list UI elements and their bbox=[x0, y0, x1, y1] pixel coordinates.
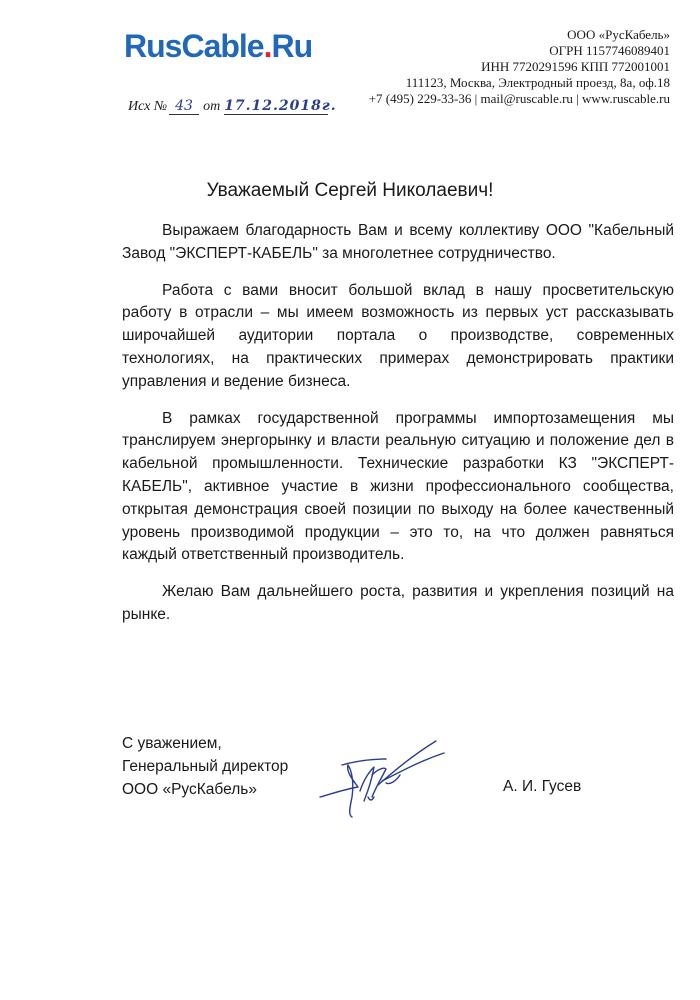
paragraph-gratitude: Выражаем благодарность Вам и всему коллективу ООО "Кабельный Завод "ЭКСПЕРТ-КАБЕЛЬ" за многолетнее сотрудничество. bbox=[122, 222, 674, 262]
closing-position: Генеральный директор bbox=[122, 757, 289, 775]
outgoing-prefix: Исх № bbox=[128, 99, 168, 114]
outgoing-date-prefix: от bbox=[203, 99, 221, 114]
greeting: Уважаемый Сергей Николаевич! bbox=[206, 180, 494, 201]
closing-company: ООО «РусКабель» bbox=[122, 780, 257, 798]
closing-regards: С уважением, bbox=[122, 735, 222, 752]
company-address: 111123, Москва, Электродный проезд, 8а, оф.18 bbox=[405, 75, 670, 90]
paragraph-work: Работа с вами вносит большой вклад в нашу просветительскую работу в отрасли – мы имеем возможность из первых уст рассказывать широчайшей аудитории портала о производстве, современных технологиях, на практических примерах демонстрировать практики управления и ведение бизнеса. bbox=[122, 281, 674, 390]
company-name: ООО «РусКабель» bbox=[567, 27, 670, 42]
outgoing-reference bbox=[128, 98, 337, 115]
handwritten-signature bbox=[312, 735, 452, 825]
logo-text-ruscable: RusCable bbox=[124, 28, 264, 64]
company-details bbox=[369, 27, 670, 107]
letter-body bbox=[122, 220, 674, 641]
outgoing-number: 43 bbox=[169, 98, 199, 115]
closing-block bbox=[122, 733, 288, 801]
logo-text-ru: Ru bbox=[271, 28, 313, 64]
company-ogrn: ОГРН 1157746089401 bbox=[549, 43, 670, 58]
paragraph-wishes: Желаю Вам дальнейшего роста, развития и укрепления позиций на рынке. bbox=[122, 583, 674, 623]
company-contacts: +7 (495) 229-33-36 | mail@ruscable.ru | www.ruscable.ru bbox=[368, 91, 670, 106]
company-inn-kpp: ИНН 7720291596 КПП 772001001 bbox=[481, 59, 670, 74]
signer-name: А. И. Гусев bbox=[503, 778, 582, 795]
logo-text-dot: . bbox=[263, 28, 272, 64]
outgoing-date: 17.12.2018г. bbox=[224, 98, 337, 114]
paragraph-import-substitution: В рамках государственной программы импортозамещения мы транслируем энергорынку и власти реальную ситуацию и положение дел в кабельной промышленности. Технические разработки КЗ "ЭКСПЕРТ-КАБЕЛЬ", активное участие в жизни профессионального сообщества, открытая демонстрация своей позиции по выходу на более качественный уровень производимой продукции – это то, на что должен равняться каждый ответственный производитель. bbox=[122, 409, 674, 564]
ruscable-logo bbox=[124, 30, 312, 62]
